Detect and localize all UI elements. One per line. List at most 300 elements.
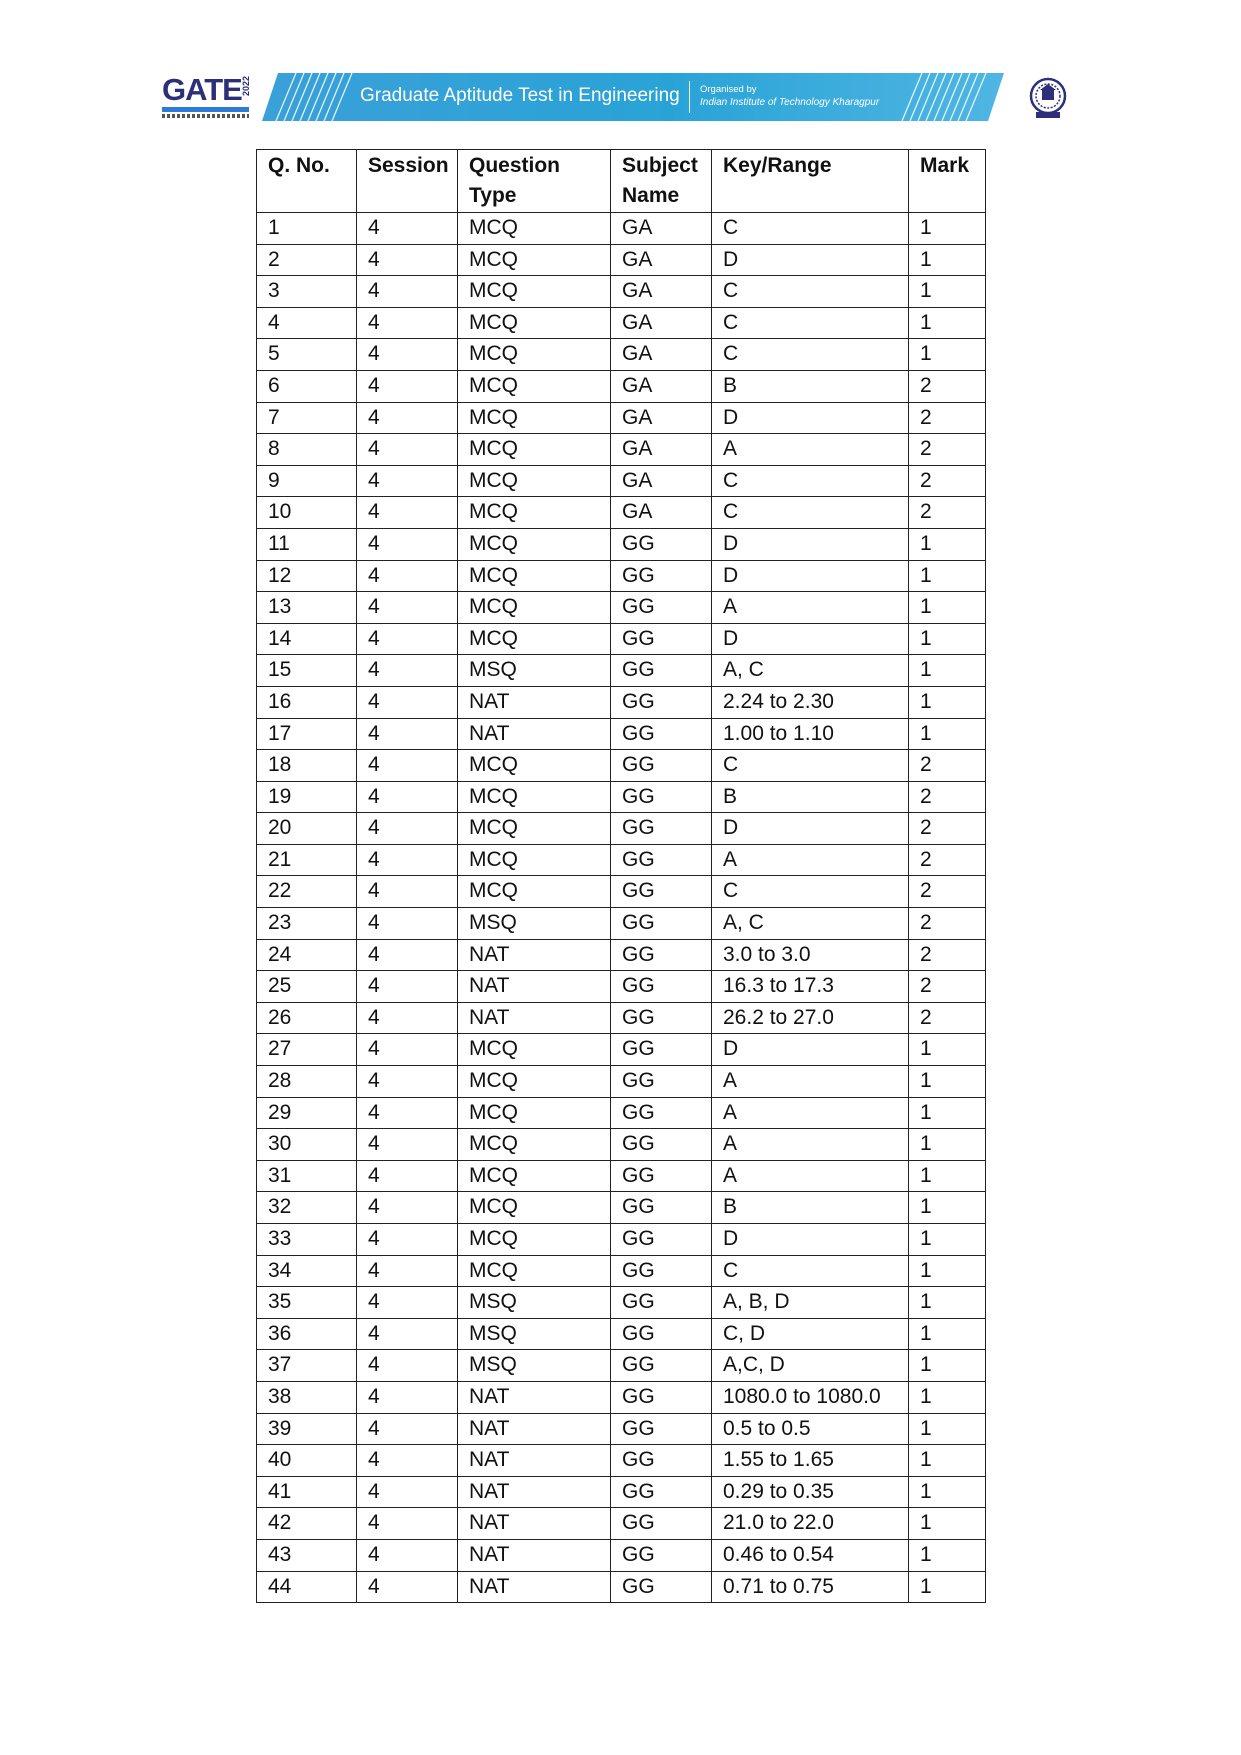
cell-question-type: NAT	[458, 718, 611, 750]
cell-subject-name: GG	[611, 1097, 712, 1129]
cell-mark: 2	[909, 781, 986, 813]
cell-session: 4	[357, 370, 458, 402]
cell-mark: 2	[909, 402, 986, 434]
table-row	[257, 623, 986, 655]
table-row	[257, 1255, 986, 1287]
cell-session: 4	[357, 623, 458, 655]
cell-key-range: C	[712, 213, 909, 245]
cell-qno: 34	[257, 1255, 357, 1287]
cell-qno: 41	[257, 1476, 357, 1508]
cell-subject-name: GG	[611, 1034, 712, 1066]
cell-subject-name: GG	[611, 655, 712, 687]
cell-qno: 4	[257, 307, 357, 339]
cell-key-range: C	[712, 339, 909, 371]
gate-logo-hindi-text	[162, 114, 249, 118]
cell-session: 4	[357, 307, 458, 339]
cell-subject-name: GA	[611, 434, 712, 466]
cell-session: 4	[357, 1318, 458, 1350]
cell-question-type: MCQ	[458, 592, 611, 624]
cell-mark: 1	[909, 1034, 986, 1066]
cell-key-range: A	[712, 434, 909, 466]
cell-key-range: C	[712, 876, 909, 908]
answer-key-table	[256, 149, 986, 1603]
cell-question-type: MSQ	[458, 1287, 611, 1319]
cell-subject-name: GG	[611, 718, 712, 750]
cell-session: 4	[357, 1224, 458, 1256]
cell-key-range: A, C	[712, 908, 909, 940]
cell-question-type: MCQ	[458, 1129, 611, 1161]
cell-qno: 40	[257, 1445, 357, 1477]
cell-session: 4	[357, 1571, 458, 1603]
table-row	[257, 1381, 986, 1413]
cell-subject-name: GG	[611, 1160, 712, 1192]
cell-mark: 2	[909, 971, 986, 1003]
cell-qno: 23	[257, 908, 357, 940]
cell-key-range: C	[712, 1255, 909, 1287]
cell-key-range: D	[712, 1224, 909, 1256]
header-qno: Q. No.	[257, 150, 357, 213]
cell-question-type: MCQ	[458, 876, 611, 908]
gate-logo	[162, 74, 254, 122]
cell-key-range: D	[712, 560, 909, 592]
cell-subject-name: GG	[611, 1539, 712, 1571]
cell-mark: 1	[909, 1539, 986, 1571]
table-row	[257, 1129, 986, 1161]
cell-qno: 3	[257, 276, 357, 308]
cell-subject-name: GG	[611, 908, 712, 940]
gate-logo-year: 2022	[241, 76, 251, 97]
cell-question-type: MCQ	[458, 370, 611, 402]
cell-subject-name: GG	[611, 1224, 712, 1256]
cell-mark: 1	[909, 1508, 986, 1540]
cell-subject-name: GA	[611, 402, 712, 434]
cell-session: 4	[357, 1476, 458, 1508]
cell-key-range: 0.29 to 0.35	[712, 1476, 909, 1508]
cell-question-type: MCQ	[458, 560, 611, 592]
cell-subject-name: GG	[611, 1571, 712, 1603]
cell-subject-name: GA	[611, 370, 712, 402]
cell-qno: 12	[257, 560, 357, 592]
cell-session: 4	[357, 1097, 458, 1129]
cell-session: 4	[357, 1192, 458, 1224]
cell-session: 4	[357, 686, 458, 718]
cell-session: 4	[357, 1445, 458, 1477]
cell-session: 4	[357, 750, 458, 782]
page-header	[0, 0, 1241, 130]
cell-session: 4	[357, 1066, 458, 1098]
cell-subject-name: GG	[611, 813, 712, 845]
cell-session: 4	[357, 876, 458, 908]
cell-key-range: D	[712, 244, 909, 276]
cell-mark: 1	[909, 718, 986, 750]
cell-question-type: MCQ	[458, 1066, 611, 1098]
table-row	[257, 750, 986, 782]
cell-mark: 2	[909, 876, 986, 908]
cell-key-range: D	[712, 813, 909, 845]
cell-question-type: MCQ	[458, 434, 611, 466]
table-row	[257, 1350, 986, 1382]
cell-question-type: NAT	[458, 1476, 611, 1508]
cell-subject-name: GG	[611, 781, 712, 813]
cell-mark: 1	[909, 1381, 986, 1413]
cell-qno: 21	[257, 844, 357, 876]
cell-mark: 1	[909, 1224, 986, 1256]
cell-key-range: C	[712, 465, 909, 497]
cell-session: 4	[357, 528, 458, 560]
cell-session: 4	[357, 844, 458, 876]
cell-key-range: A,C, D	[712, 1350, 909, 1382]
cell-session: 4	[357, 718, 458, 750]
cell-key-range: A, B, D	[712, 1287, 909, 1319]
cell-question-type: NAT	[458, 1002, 611, 1034]
cell-subject-name: GA	[611, 339, 712, 371]
cell-question-type: NAT	[458, 1539, 611, 1571]
cell-question-type: NAT	[458, 1571, 611, 1603]
table-row	[257, 465, 986, 497]
cell-qno: 30	[257, 1129, 357, 1161]
table-row	[257, 1160, 986, 1192]
banner-organiser	[700, 83, 879, 109]
cell-qno: 27	[257, 1034, 357, 1066]
cell-key-range: D	[712, 1034, 909, 1066]
table-row	[257, 370, 986, 402]
cell-mark: 2	[909, 434, 986, 466]
cell-key-range: 0.5 to 0.5	[712, 1413, 909, 1445]
cell-question-type: NAT	[458, 939, 611, 971]
cell-key-range: 1.00 to 1.10	[712, 718, 909, 750]
cell-qno: 26	[257, 1002, 357, 1034]
table-row	[257, 686, 986, 718]
cell-mark: 2	[909, 939, 986, 971]
cell-subject-name: GG	[611, 686, 712, 718]
cell-qno: 18	[257, 750, 357, 782]
cell-key-range: A	[712, 1066, 909, 1098]
cell-qno: 31	[257, 1160, 357, 1192]
cell-mark: 1	[909, 1287, 986, 1319]
cell-key-range: 0.71 to 0.75	[712, 1571, 909, 1603]
gate-banner	[262, 73, 1004, 121]
cell-question-type: MCQ	[458, 339, 611, 371]
cell-question-type: MCQ	[458, 623, 611, 655]
cell-subject-name: GG	[611, 1445, 712, 1477]
cell-key-range: A	[712, 1129, 909, 1161]
cell-subject-name: GG	[611, 1508, 712, 1540]
table-row	[257, 1476, 986, 1508]
cell-mark: 2	[909, 844, 986, 876]
cell-qno: 10	[257, 497, 357, 529]
cell-key-range: C	[712, 307, 909, 339]
cell-mark: 2	[909, 465, 986, 497]
cell-session: 4	[357, 1160, 458, 1192]
cell-key-range: B	[712, 781, 909, 813]
header-key-range: Key/Range	[712, 150, 909, 213]
cell-subject-name: GA	[611, 213, 712, 245]
table-row	[257, 244, 986, 276]
cell-key-range: A	[712, 1097, 909, 1129]
cell-session: 4	[357, 244, 458, 276]
cell-mark: 1	[909, 1318, 986, 1350]
table-row	[257, 971, 986, 1003]
cell-question-type: MCQ	[458, 844, 611, 876]
cell-mark: 1	[909, 1350, 986, 1382]
table-row	[257, 1318, 986, 1350]
cell-subject-name: GA	[611, 244, 712, 276]
cell-mark: 2	[909, 370, 986, 402]
cell-key-range: A	[712, 844, 909, 876]
cell-mark: 1	[909, 213, 986, 245]
cell-session: 4	[357, 1129, 458, 1161]
cell-session: 4	[357, 339, 458, 371]
cell-qno: 39	[257, 1413, 357, 1445]
cell-question-type: MCQ	[458, 1192, 611, 1224]
cell-question-type: MCQ	[458, 276, 611, 308]
header-subject-name: Subject Name	[611, 150, 712, 213]
cell-mark: 2	[909, 908, 986, 940]
cell-qno: 19	[257, 781, 357, 813]
cell-question-type: MSQ	[458, 1350, 611, 1382]
cell-key-range: 3.0 to 3.0	[712, 939, 909, 971]
table-row	[257, 1539, 986, 1571]
cell-mark: 1	[909, 528, 986, 560]
gate-logo-word: GATE	[162, 72, 242, 107]
cell-mark: 1	[909, 1413, 986, 1445]
table-row	[257, 813, 986, 845]
cell-mark: 1	[909, 276, 986, 308]
cell-key-range: 26.2 to 27.0	[712, 1002, 909, 1034]
cell-qno: 15	[257, 655, 357, 687]
table-row	[257, 1034, 986, 1066]
cell-subject-name: GA	[611, 497, 712, 529]
cell-subject-name: GG	[611, 560, 712, 592]
cell-question-type: MSQ	[458, 908, 611, 940]
cell-session: 4	[357, 497, 458, 529]
cell-qno: 17	[257, 718, 357, 750]
table-row	[257, 1571, 986, 1603]
cell-key-range: C	[712, 750, 909, 782]
cell-question-type: MCQ	[458, 244, 611, 276]
organised-by-label: Organised by	[700, 84, 757, 95]
table-row	[257, 560, 986, 592]
table-row	[257, 339, 986, 371]
cell-session: 4	[357, 1255, 458, 1287]
cell-subject-name: GG	[611, 750, 712, 782]
cell-session: 4	[357, 1350, 458, 1382]
cell-mark: 1	[909, 686, 986, 718]
cell-key-range: B	[712, 370, 909, 402]
cell-question-type: NAT	[458, 1381, 611, 1413]
banner-title: Graduate Aptitude Test in Engineering	[360, 85, 680, 106]
cell-qno: 24	[257, 939, 357, 971]
table-row	[257, 402, 986, 434]
cell-mark: 1	[909, 560, 986, 592]
cell-subject-name: GG	[611, 1318, 712, 1350]
cell-mark: 2	[909, 497, 986, 529]
table-row	[257, 592, 986, 624]
cell-question-type: MSQ	[458, 1318, 611, 1350]
cell-question-type: NAT	[458, 971, 611, 1003]
cell-subject-name: GA	[611, 276, 712, 308]
cell-session: 4	[357, 1381, 458, 1413]
cell-subject-name: GG	[611, 528, 712, 560]
cell-key-range: D	[712, 623, 909, 655]
cell-mark: 1	[909, 1445, 986, 1477]
cell-session: 4	[357, 213, 458, 245]
cell-session: 4	[357, 560, 458, 592]
cell-qno: 16	[257, 686, 357, 718]
header-question-type: Question Type	[458, 150, 611, 213]
table-row	[257, 1287, 986, 1319]
cell-key-range: A	[712, 1160, 909, 1192]
cell-subject-name: GG	[611, 1255, 712, 1287]
cell-session: 4	[357, 1287, 458, 1319]
cell-mark: 1	[909, 655, 986, 687]
cell-session: 4	[357, 971, 458, 1003]
gate-logo-strip	[162, 107, 249, 112]
cell-mark: 2	[909, 813, 986, 845]
cell-subject-name: GG	[611, 1002, 712, 1034]
cell-mark: 1	[909, 1571, 986, 1603]
cell-subject-name: GG	[611, 939, 712, 971]
cell-key-range: C, D	[712, 1318, 909, 1350]
cell-subject-name: GG	[611, 1066, 712, 1098]
cell-qno: 36	[257, 1318, 357, 1350]
cell-session: 4	[357, 1034, 458, 1066]
banner-divider	[689, 81, 690, 113]
cell-question-type: MCQ	[458, 1097, 611, 1129]
cell-qno: 14	[257, 623, 357, 655]
cell-key-range: 16.3 to 17.3	[712, 971, 909, 1003]
cell-qno: 33	[257, 1224, 357, 1256]
cell-qno: 25	[257, 971, 357, 1003]
cell-qno: 37	[257, 1350, 357, 1382]
cell-subject-name: GG	[611, 1129, 712, 1161]
cell-key-range: D	[712, 528, 909, 560]
table-row	[257, 1508, 986, 1540]
table-row	[257, 876, 986, 908]
cell-question-type: NAT	[458, 1413, 611, 1445]
cell-key-range: D	[712, 402, 909, 434]
cell-question-type: MCQ	[458, 465, 611, 497]
cell-session: 4	[357, 465, 458, 497]
table-row	[257, 276, 986, 308]
cell-question-type: NAT	[458, 686, 611, 718]
cell-qno: 20	[257, 813, 357, 845]
cell-question-type: MCQ	[458, 402, 611, 434]
table-body	[257, 213, 986, 1603]
cell-key-range: 21.0 to 22.0	[712, 1508, 909, 1540]
cell-mark: 1	[909, 592, 986, 624]
cell-key-range: B	[712, 1192, 909, 1224]
table-row	[257, 781, 986, 813]
table-row	[257, 1097, 986, 1129]
cell-question-type: MCQ	[458, 1034, 611, 1066]
cell-mark: 2	[909, 1002, 986, 1034]
cell-question-type: MCQ	[458, 528, 611, 560]
cell-subject-name: GG	[611, 876, 712, 908]
table-header-row	[257, 150, 986, 213]
cell-qno: 9	[257, 465, 357, 497]
cell-subject-name: GG	[611, 844, 712, 876]
table-row	[257, 1445, 986, 1477]
cell-session: 4	[357, 434, 458, 466]
table-row	[257, 1413, 986, 1445]
table-row	[257, 1192, 986, 1224]
cell-question-type: MCQ	[458, 781, 611, 813]
cell-mark: 1	[909, 1129, 986, 1161]
cell-question-type: MSQ	[458, 655, 611, 687]
cell-subject-name: GG	[611, 1381, 712, 1413]
cell-question-type: MCQ	[458, 1160, 611, 1192]
cell-question-type: MCQ	[458, 497, 611, 529]
cell-question-type: MCQ	[458, 1224, 611, 1256]
cell-mark: 2	[909, 750, 986, 782]
cell-qno: 13	[257, 592, 357, 624]
cell-mark: 1	[909, 1066, 986, 1098]
cell-subject-name: GG	[611, 1350, 712, 1382]
cell-qno: 2	[257, 244, 357, 276]
table-row	[257, 213, 986, 245]
institute-name: Indian Institute of Technology Kharagpur	[700, 97, 880, 108]
cell-qno: 11	[257, 528, 357, 560]
table-row	[257, 718, 986, 750]
cell-qno: 8	[257, 434, 357, 466]
table-row	[257, 1066, 986, 1098]
cell-session: 4	[357, 1413, 458, 1445]
header-session: Session	[357, 150, 458, 213]
table-row	[257, 307, 986, 339]
table-row	[257, 497, 986, 529]
cell-key-range: 1080.0 to 1080.0	[712, 1381, 909, 1413]
cell-mark: 1	[909, 1192, 986, 1224]
cell-key-range: A, C	[712, 655, 909, 687]
cell-session: 4	[357, 908, 458, 940]
cell-qno: 1	[257, 213, 357, 245]
cell-mark: 1	[909, 307, 986, 339]
cell-qno: 38	[257, 1381, 357, 1413]
cell-qno: 7	[257, 402, 357, 434]
cell-mark: 1	[909, 339, 986, 371]
cell-subject-name: GG	[611, 1287, 712, 1319]
cell-subject-name: GG	[611, 623, 712, 655]
cell-qno: 29	[257, 1097, 357, 1129]
cell-qno: 44	[257, 1571, 357, 1603]
table-row	[257, 1224, 986, 1256]
cell-subject-name: GA	[611, 307, 712, 339]
cell-mark: 1	[909, 1097, 986, 1129]
table-row	[257, 844, 986, 876]
cell-question-type: NAT	[458, 1445, 611, 1477]
cell-qno: 32	[257, 1192, 357, 1224]
table-row	[257, 434, 986, 466]
header-mark: Mark	[909, 150, 986, 213]
cell-session: 4	[357, 402, 458, 434]
cell-subject-name: GG	[611, 1476, 712, 1508]
cell-qno: 22	[257, 876, 357, 908]
cell-key-range: 1.55 to 1.65	[712, 1445, 909, 1477]
cell-question-type: NAT	[458, 1508, 611, 1540]
cell-qno: 43	[257, 1539, 357, 1571]
table-row	[257, 1002, 986, 1034]
cell-session: 4	[357, 1539, 458, 1571]
cell-session: 4	[357, 939, 458, 971]
cell-subject-name: GG	[611, 1413, 712, 1445]
table-row	[257, 655, 986, 687]
table-row	[257, 908, 986, 940]
cell-qno: 5	[257, 339, 357, 371]
cell-question-type: MCQ	[458, 1255, 611, 1287]
table-row	[257, 528, 986, 560]
cell-session: 4	[357, 655, 458, 687]
